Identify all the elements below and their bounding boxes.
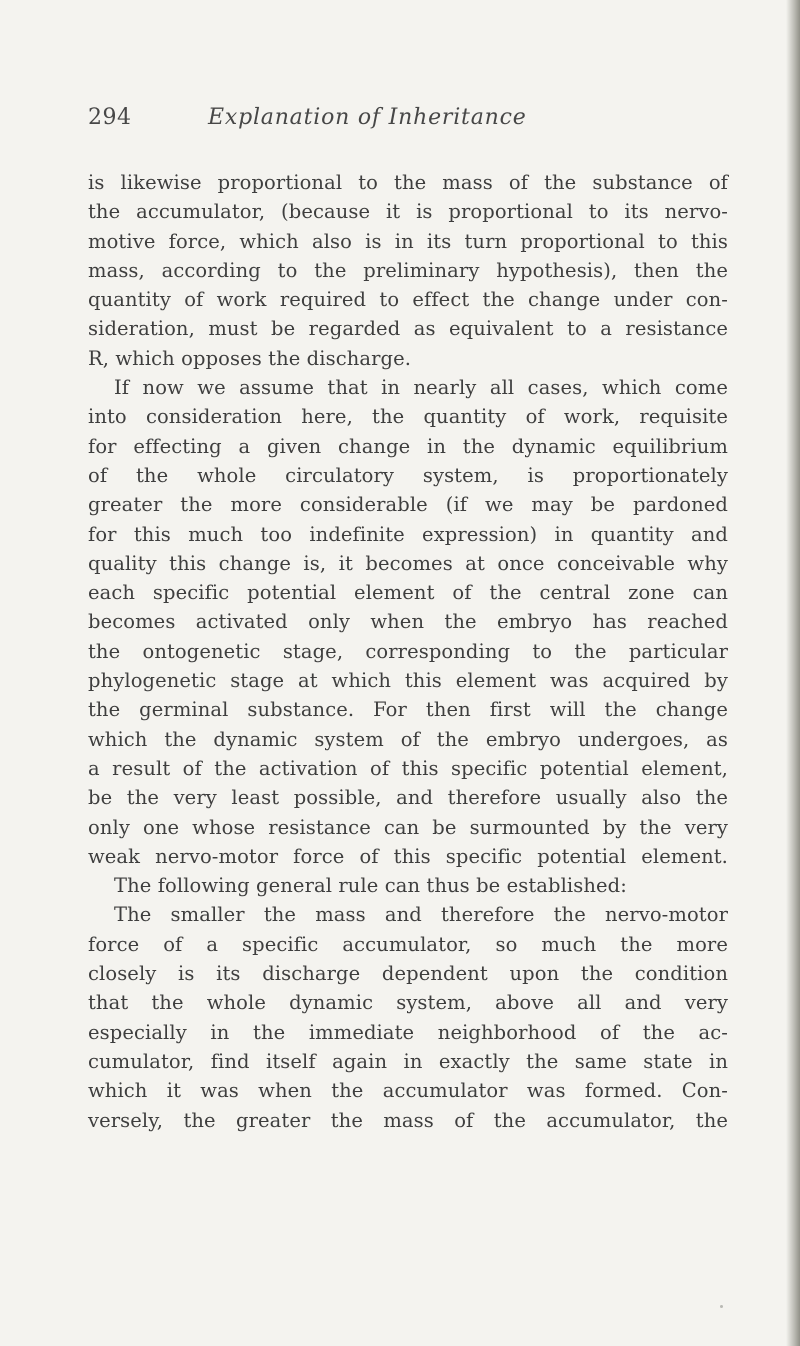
text-line: into consideration here, the quantity of work, requisite	[88, 405, 728, 429]
page-speck	[720, 1305, 723, 1308]
text-line: sideration, must be regarded as equivalent to a resistance	[88, 317, 728, 341]
running-title: Explanation of Inheritance	[208, 105, 527, 130]
text-line: the ontogenetic stage, corresponding to the particular	[88, 639, 728, 663]
text-line: of the whole circulatory system, is proportionately	[88, 463, 728, 487]
page-edge-shadow	[786, 0, 800, 1346]
text-line: which it was when the accumulator was formed. Con-	[88, 1079, 728, 1103]
text-line: motive force, which also is in its turn proportional to this	[88, 229, 728, 253]
text-line: greater the more considerable (if we may be pardoned	[88, 493, 728, 517]
text-line: a result of the activation of this specific potential element,	[88, 756, 728, 780]
page-header	[88, 105, 728, 135]
text-line: the accumulator, (because it is proportional to its nervo-	[88, 200, 728, 224]
text-line: the germinal substance. For then first will the change	[88, 698, 728, 722]
text-line: quantity of work required to effect the change under con-	[88, 288, 728, 312]
text-line: cumulator, find itself again in exactly the same state in	[88, 1049, 728, 1073]
page-number: 294	[88, 105, 132, 130]
text-line: for effecting a given change in the dynamic equilibrium	[88, 434, 728, 458]
text-line: for this much too indefinite expression) in quantity and	[88, 522, 728, 546]
text-line: weak nervo-motor force of this specific potential element.	[88, 844, 728, 868]
text-line: only one whose resistance can be surmounted by the very	[88, 815, 728, 839]
text-line: quality this change is, it becomes at once conceivable why	[88, 551, 728, 575]
text-line: R, which opposes the discharge.	[88, 346, 412, 370]
text-line: becomes activated only when the embryo has reached	[88, 610, 728, 634]
text-line: is likewise proportional to the mass of the substance of	[88, 171, 728, 194]
text-line: versely, the greater the mass of the accumulator, the	[88, 1108, 728, 1132]
text-line: that the whole dynamic system, above all and very	[88, 991, 728, 1015]
text-line: be the very least possible, and therefore usually also the	[88, 786, 728, 810]
text-line: especially in the immediate neighborhood of the ac-	[88, 1020, 728, 1044]
text-line: closely is its discharge dependent upon the condition	[88, 962, 728, 986]
text-line: force of a specific accumulator, so much the more	[88, 932, 728, 956]
text-line: The following general rule can thus be established:	[114, 874, 627, 898]
text-line: If now we assume that in nearly all cases, which come	[114, 376, 728, 400]
text-line: each specific potential element of the central zone can	[88, 581, 728, 605]
text-line: phylogenetic stage at which this element was acquired by	[88, 669, 728, 693]
body-text	[88, 168, 728, 1135]
text-line: mass, according to the preliminary hypothesis), then the	[88, 258, 728, 282]
text-line: The smaller the mass and therefore the nervo-motor	[114, 903, 728, 927]
text-line: which the dynamic system of the embryo undergoes, as	[88, 727, 728, 751]
